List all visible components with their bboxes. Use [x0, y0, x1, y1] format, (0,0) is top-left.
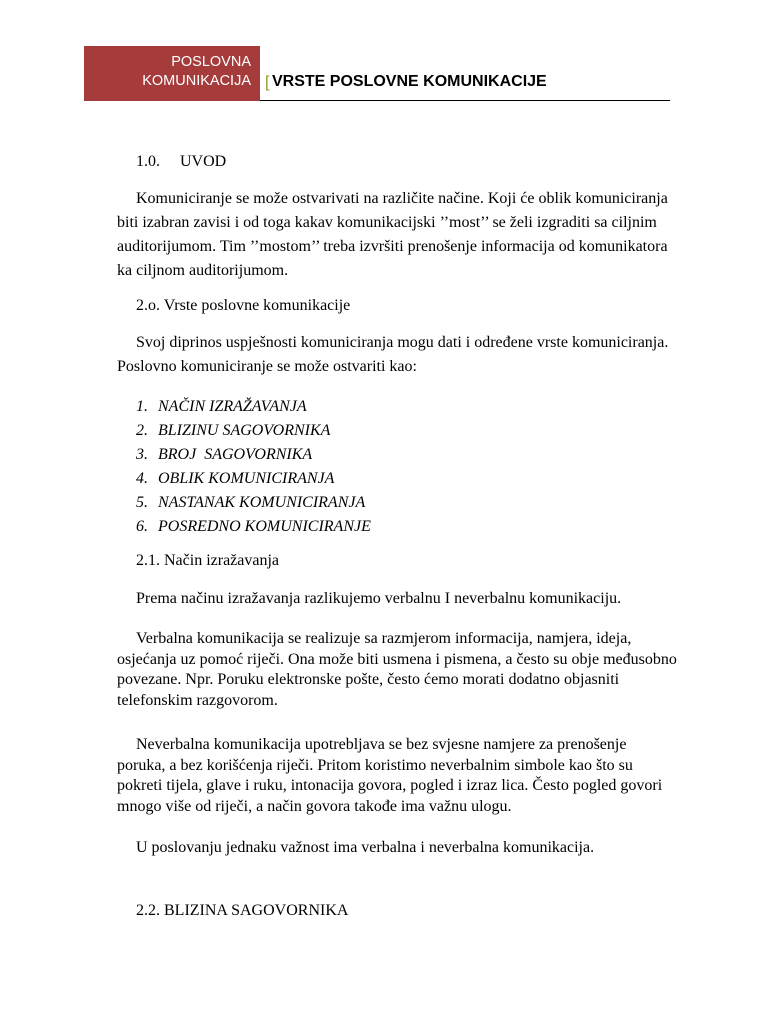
header-box-line1: POSLOVNA — [171, 54, 251, 70]
list-item: 4. OBLIK KOMUNICIRANJA — [136, 470, 335, 487]
section-heading-blizina: 2.2. BLIZINA SAGOVORNIKA — [136, 902, 349, 919]
paragraph-vrste: Svoj diprinos uspješnosti komuniciranja mogu dati i određene vrste komuniciranja. Poslovno komuniciranje se može ostvariti kao: — [117, 334, 669, 375]
paragraph-uvod: Komuniciranje se može ostvarivati na različite načine. Koji će oblik komuniciranja biti izabran zavisi i od toga kakav komunikacijski ’’most’’ se želi izgraditi sa ciljnim auditorijumom. Tim ’’mostom’’ treba izvršiti prenošenje informacija od komunikatora ka ciljnom auditorijumom. — [117, 190, 668, 279]
paragraph-poslovanje: U poslovanju jednaku važnost ima verbalna i neverbalna komunikacija. — [136, 839, 595, 856]
paragraph-neverbalna: Neverbalna komunikacija upotrebljava se bez svjesne namjere za prenošenje poruka, a bez korišćenja riječi. Pritom koristimo neverbalnim simbole kao što su pokreti tijela, glave i ruku, intonacija govora, pogled i izraz lica. Često pogled govori mnogo više od riječi, a način govora takođe ima važnu ulogu. — [117, 736, 663, 815]
types-list — [136, 395, 371, 539]
header-rule — [260, 100, 670, 101]
paragraph-nacin-intro: Prema načinu izražavanja razlikujemo verbalnu I neverbalnu komunikaciju. — [136, 590, 622, 607]
paragraph-verbalna: Verbalna komunikacija se realizuje sa razmjerom informacija, namjera, ideja, osjećanja uz pomoć riječi. Ona može biti usmena i pismena, a često su obje međusobno povezane. Npr. Poruku elektronske pošte, često ćemo morati dodatno objasniti telefonskim razgovorom. — [117, 630, 677, 709]
section-heading-vrste: 2.o. Vrste poslovne komunikacije — [136, 297, 351, 314]
list-item: 3. BROJ SAGOVORNIKA — [136, 446, 313, 463]
list-item: 1. NAČIN IZRAŽAVANJA — [136, 398, 307, 415]
header-bracket: [ — [265, 74, 270, 91]
header-box-line2: KOMUNIKACIJA — [142, 73, 251, 89]
section-heading-nacin: 2.1. Način izražavanja — [136, 552, 280, 569]
header-title-box — [84, 46, 260, 101]
list-item: 5. NASTANAK KOMUNICIRANJA — [136, 494, 366, 511]
list-item: 6. POSREDNO KOMUNICIRANJE — [136, 518, 371, 535]
page-header-title: VRSTE POSLOVNE KOMUNIKACIJE — [272, 73, 547, 90]
section-heading-uvod: 1.0. UVOD — [136, 153, 227, 170]
list-item: 2. BLIZINU SAGOVORNIKA — [136, 422, 331, 439]
